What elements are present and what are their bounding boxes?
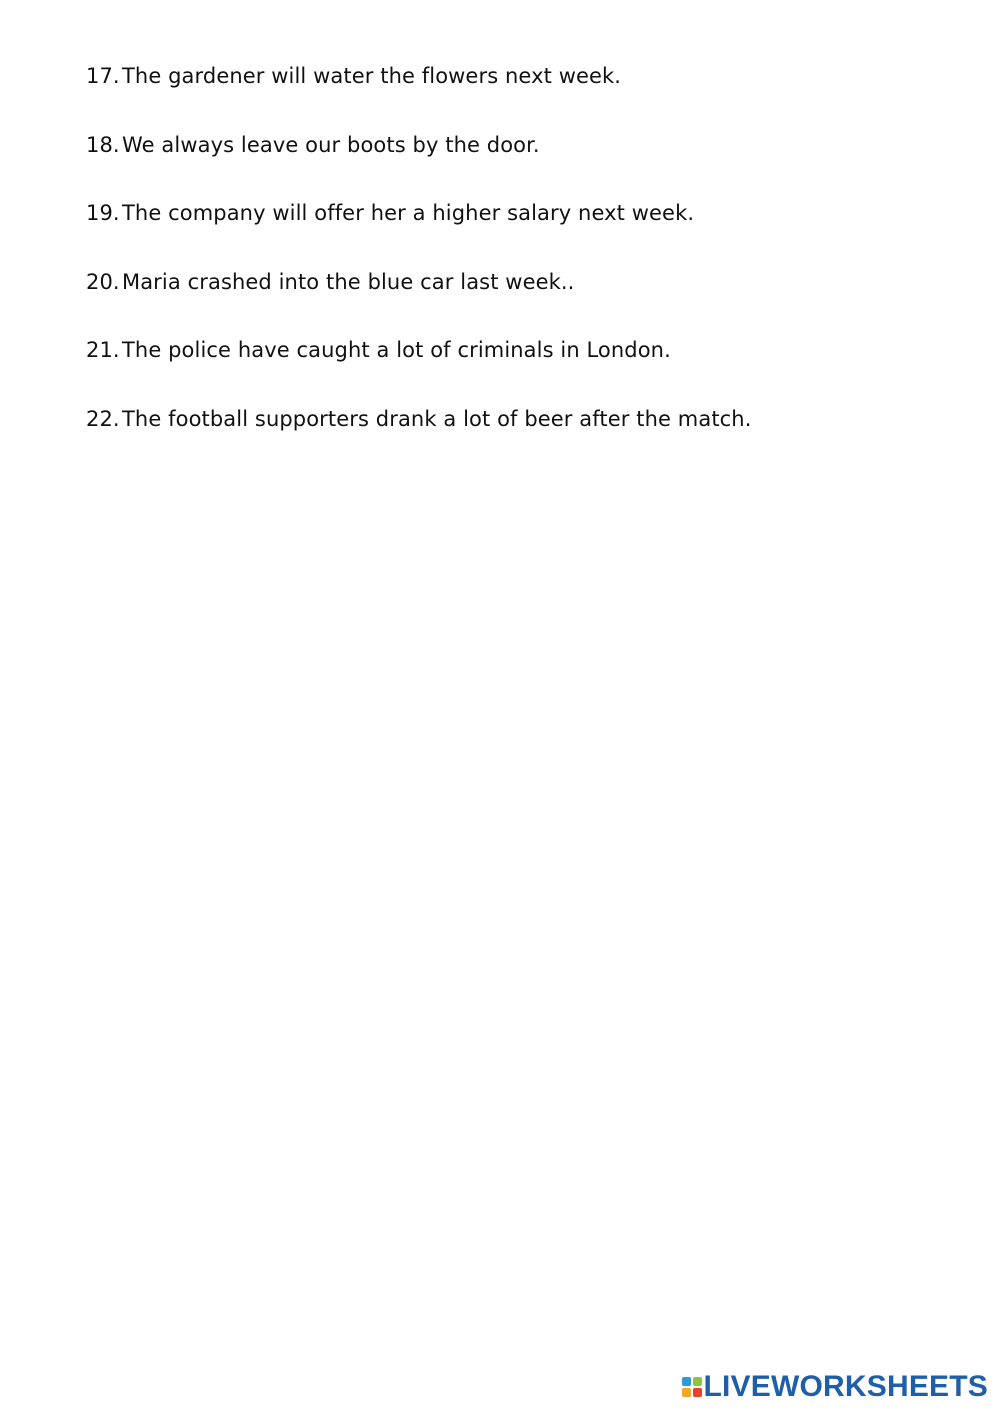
sentence-item-17 <box>86 60 966 129</box>
sentence-item-22 <box>86 403 966 472</box>
sentence-text: We always leave our boots by the door. <box>122 132 540 157</box>
sentence-item-18 <box>86 129 966 198</box>
logo-tile-red <box>693 1388 702 1397</box>
logo-tile-orange <box>682 1388 691 1397</box>
sentence-number: 17. <box>86 64 120 88</box>
sentence-item-19 <box>86 197 966 266</box>
sentence-item-20 <box>86 266 966 335</box>
sentence-text: The football supporters drank a lot of beer after the match. <box>122 406 752 431</box>
liveworksheets-brand[interactable] <box>682 1372 989 1402</box>
sentence-item-21 <box>86 334 966 403</box>
sentence-number: 20. <box>86 269 120 294</box>
logo-tile-blue <box>682 1377 691 1386</box>
sentence-text: The company will offer her a higher salary next week. <box>122 201 695 226</box>
sentence-list <box>86 60 966 472</box>
sentence-text: The police have caught a lot of criminals in London. <box>122 338 671 363</box>
brand-wordmark: LIVEWORKSHEETS <box>703 1370 988 1403</box>
liveworksheets-logo-icon <box>682 1377 702 1397</box>
sentence-number: 21. <box>86 338 120 363</box>
sentence-text: Maria crashed into the blue car last week.. <box>122 269 575 294</box>
sentence-number: 22. <box>86 406 120 431</box>
sentence-number: 18. <box>86 132 120 157</box>
sentence-text: The gardener will water the flowers next week. <box>122 64 622 88</box>
logo-tile-green <box>693 1377 702 1386</box>
sentence-number: 19. <box>86 201 120 226</box>
